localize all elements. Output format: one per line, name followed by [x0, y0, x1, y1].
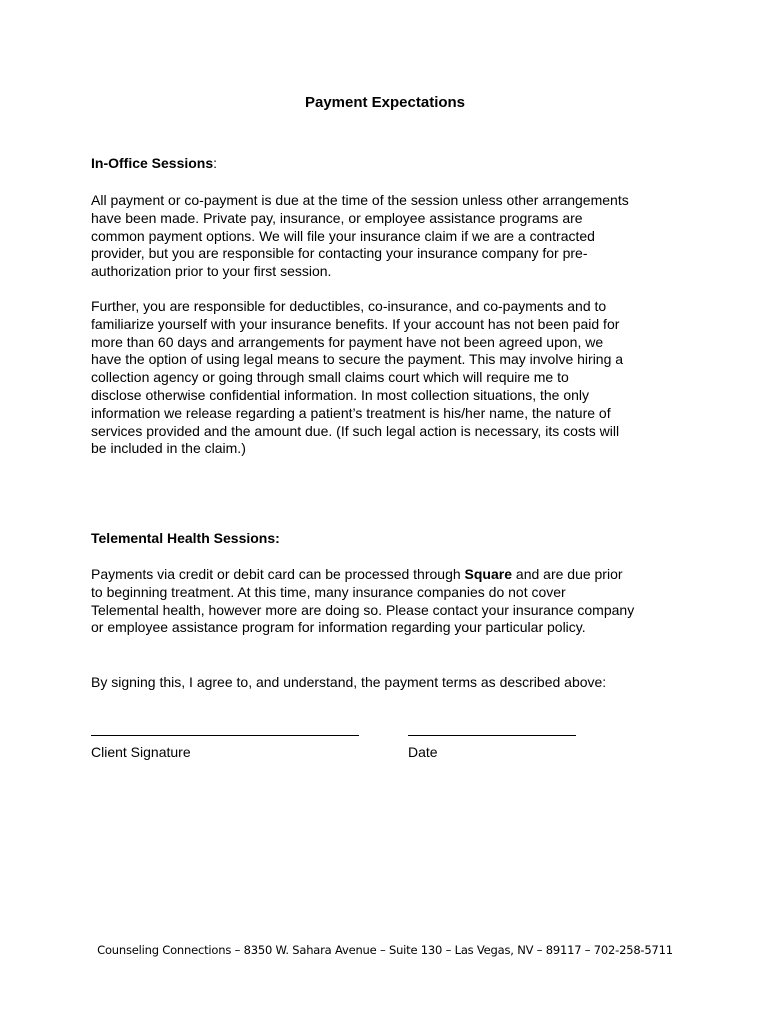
telemental-heading: Telemental Health Sessions: — [91, 530, 280, 546]
paragraph-line: Further, you are responsible for deductibles, co-insurance, and co-payments and to — [91, 298, 607, 314]
in-office-heading-row — [91, 155, 691, 173]
in-office-heading: In-Office Sessions — [91, 155, 214, 171]
paragraph-line — [91, 566, 691, 584]
date-label: Date — [408, 744, 438, 760]
agreement-statement: By signing this, I agree to, and understand, the payment terms as described above: — [91, 674, 607, 690]
paragraph-line: more than 60 days and arrangements for payment have not been agreed upon, we — [91, 333, 604, 350]
paragraph-line: services provided and the amount due. (If such legal action is necessary, its costs will — [91, 422, 620, 439]
in-office-paragraph-1 — [91, 192, 691, 281]
footer-address: Counseling Connections – 8350 W. Sahara Avenue – Suite 130 – Las Vegas, NV – 89117 – 702-258-5711 — [97, 943, 673, 957]
client-signature-line[interactable] — [91, 735, 359, 736]
client-signature-block — [91, 735, 359, 762]
paragraph-line: All payment or co-payment is due at the time of the session unless other arrangements — [91, 192, 629, 208]
telemental-paragraph — [91, 566, 691, 637]
page-title: Payment Expectations — [304, 94, 466, 111]
paragraph-line: Telemental health, however more are doing so. Please contact your insurance company — [91, 601, 635, 618]
telemental-line1-before: Payments via credit or debit card can be processed through — [91, 566, 465, 582]
in-office-heading-colon: : — [213, 155, 218, 171]
telemental-line1-after: and are due prior — [512, 566, 623, 582]
paragraph-line: provider, but you are responsible for contacting your insurance company for pre- — [91, 245, 588, 262]
paragraph-line: authorization prior to your first session. — [91, 263, 332, 280]
paragraph-line: information we release regarding a patient’s treatment is his/her name, the nature of — [91, 404, 611, 421]
paragraph-line: familiarize yourself with your insurance benefits. If your account has not been paid for — [91, 315, 620, 332]
square-brand-text: Square — [464, 566, 513, 582]
paragraph-line: to beginning treatment. At this time, many insurance companies do not cover — [91, 583, 566, 600]
paragraph-line: have the option of using legal means to secure the payment. This may involve hiring a — [91, 351, 624, 368]
client-signature-label: Client Signature — [91, 744, 191, 760]
paragraph-line: be included in the claim.) — [91, 440, 246, 457]
in-office-paragraph-2 — [91, 298, 691, 458]
paragraph-line: disclose otherwise confidential information. In most collection situations, the only — [91, 386, 590, 403]
paragraph-line: collection agency or going through small claims court which will require me to — [91, 369, 569, 386]
paragraph-line: have been made. Private pay, insurance, or employee assistance programs are — [91, 209, 583, 226]
paragraph-line: or employee assistance program for information regarding your particular policy. — [91, 619, 586, 636]
date-block — [408, 735, 576, 762]
paragraph-line: common payment options. We will file your insurance claim if we are a contracted — [91, 227, 595, 244]
date-line[interactable] — [408, 735, 576, 736]
